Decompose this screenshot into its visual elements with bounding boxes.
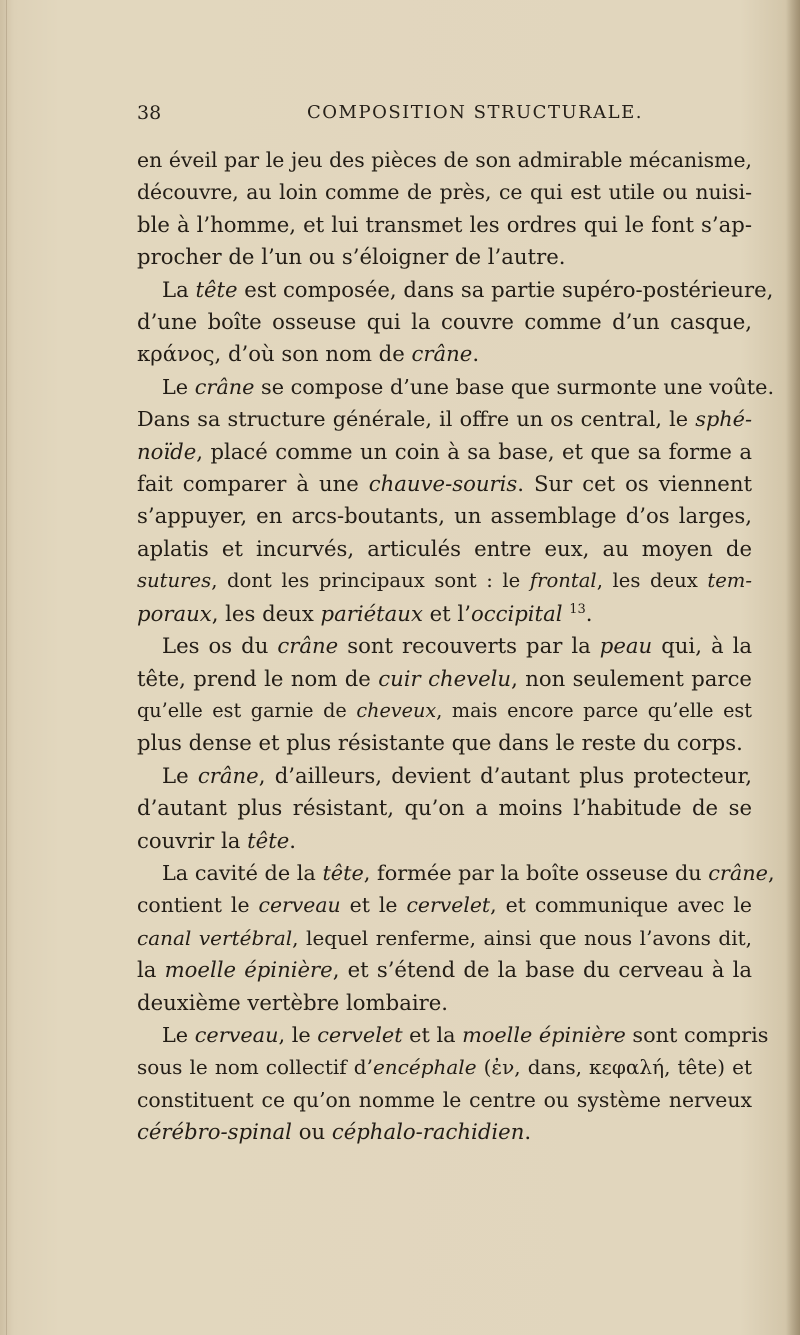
page-right-shadow — [786, 0, 800, 1335]
text-line: noïde, placé comme un coin à sa base, et que sa forme a — [137, 438, 752, 464]
text-line: Le crâne, d’ailleurs, devient d’autant plus protecteur, — [162, 762, 752, 788]
text-line: en éveil par le jeu des pièces de son admirable mécanisme, — [137, 148, 752, 172]
text-line: Dans sa structure générale, il offre un os central, le sphé- — [137, 407, 752, 432]
text-line: Le cerveau, le cervelet et la moelle épinière sont compris — [162, 1022, 769, 1047]
text-line: qu’elle est garnie de cheveux, mais encore parce qu’elle est — [137, 698, 752, 722]
text-line: contient le cerveau et le cervelet, et communique avec le — [137, 893, 752, 918]
text-line: couvrir la tête. — [137, 827, 297, 853]
text-line: s’appuyer, en arcs-boutants, un assemblage d’os larges, — [137, 503, 752, 529]
text-line: ble à l’homme, et lui transmet les ordres qui le font s’ap- — [137, 211, 752, 237]
text-line: canal vertébral, lequel renferme, ainsi que nous l’avons dit, — [137, 925, 752, 950]
text-line: procher de l’un ou s’éloigner de l’autre. — [137, 244, 566, 270]
text-line: fait comparer à une chauve-souris. Sur cet os viennent — [137, 471, 752, 497]
text-line: La cavité de la tête, formée par la boîte osseuse du crâne, — [162, 860, 775, 885]
text-line: plus dense et plus résistante que dans le reste du corps. — [137, 730, 743, 756]
text-line: κράνος, d’où son nom de crâne. — [137, 341, 480, 367]
text-line: Le crâne se compose d’une base que surmonte une voûte. — [162, 374, 775, 399]
footnote-ref: 13 — [569, 601, 586, 617]
text-line: sous le nom collectif d’encéphale (ἐν, dans, κεφαλή, tête) et — [137, 1055, 752, 1080]
page-left-edge — [6, 0, 7, 1335]
running-head: COMPOSITION STRUCTURALE. — [307, 102, 643, 123]
text-line: constituent ce qu’on nomme le centre ou système nerveux — [137, 1087, 752, 1112]
text-line: poraux, les deux pariétaux et l’occipital $^{13}$. — [137, 600, 593, 626]
text-line: découvre, au loin comme de près, ce qui est utile ou nuisi- — [137, 180, 752, 205]
text-line: Les os du crâne sont recouverts par la peau qui, à la — [162, 633, 753, 659]
text-line: sutures, dont les principaux sont : le frontal, les deux tem- — [137, 569, 752, 593]
text-line: d’une boîte osseuse qui la couvre comme d’un casque, — [137, 309, 752, 335]
page-header — [137, 102, 757, 130]
text-line: deuxième vertèbre lombaire. — [137, 989, 449, 1015]
text-line: d’autant plus résistant, qu’on a moins l’habitude de se — [137, 795, 752, 821]
text-line: La tête est composée, dans sa partie supéro-postérieure, — [162, 276, 774, 302]
text-line: tête, prend le nom de cuir chevelu, non seulement parce — [137, 665, 752, 691]
text-line: la moelle épinière, et s’étend de la base du cerveau à la — [137, 957, 752, 983]
body-text — [137, 144, 775, 1149]
page-number: 38 — [137, 102, 162, 124]
text-line: aplatis et incurvés, articulés entre eux, au moyen de — [137, 535, 752, 561]
text-line: cérébro-spinal ou céphalo-rachidien. — [137, 1119, 532, 1145]
